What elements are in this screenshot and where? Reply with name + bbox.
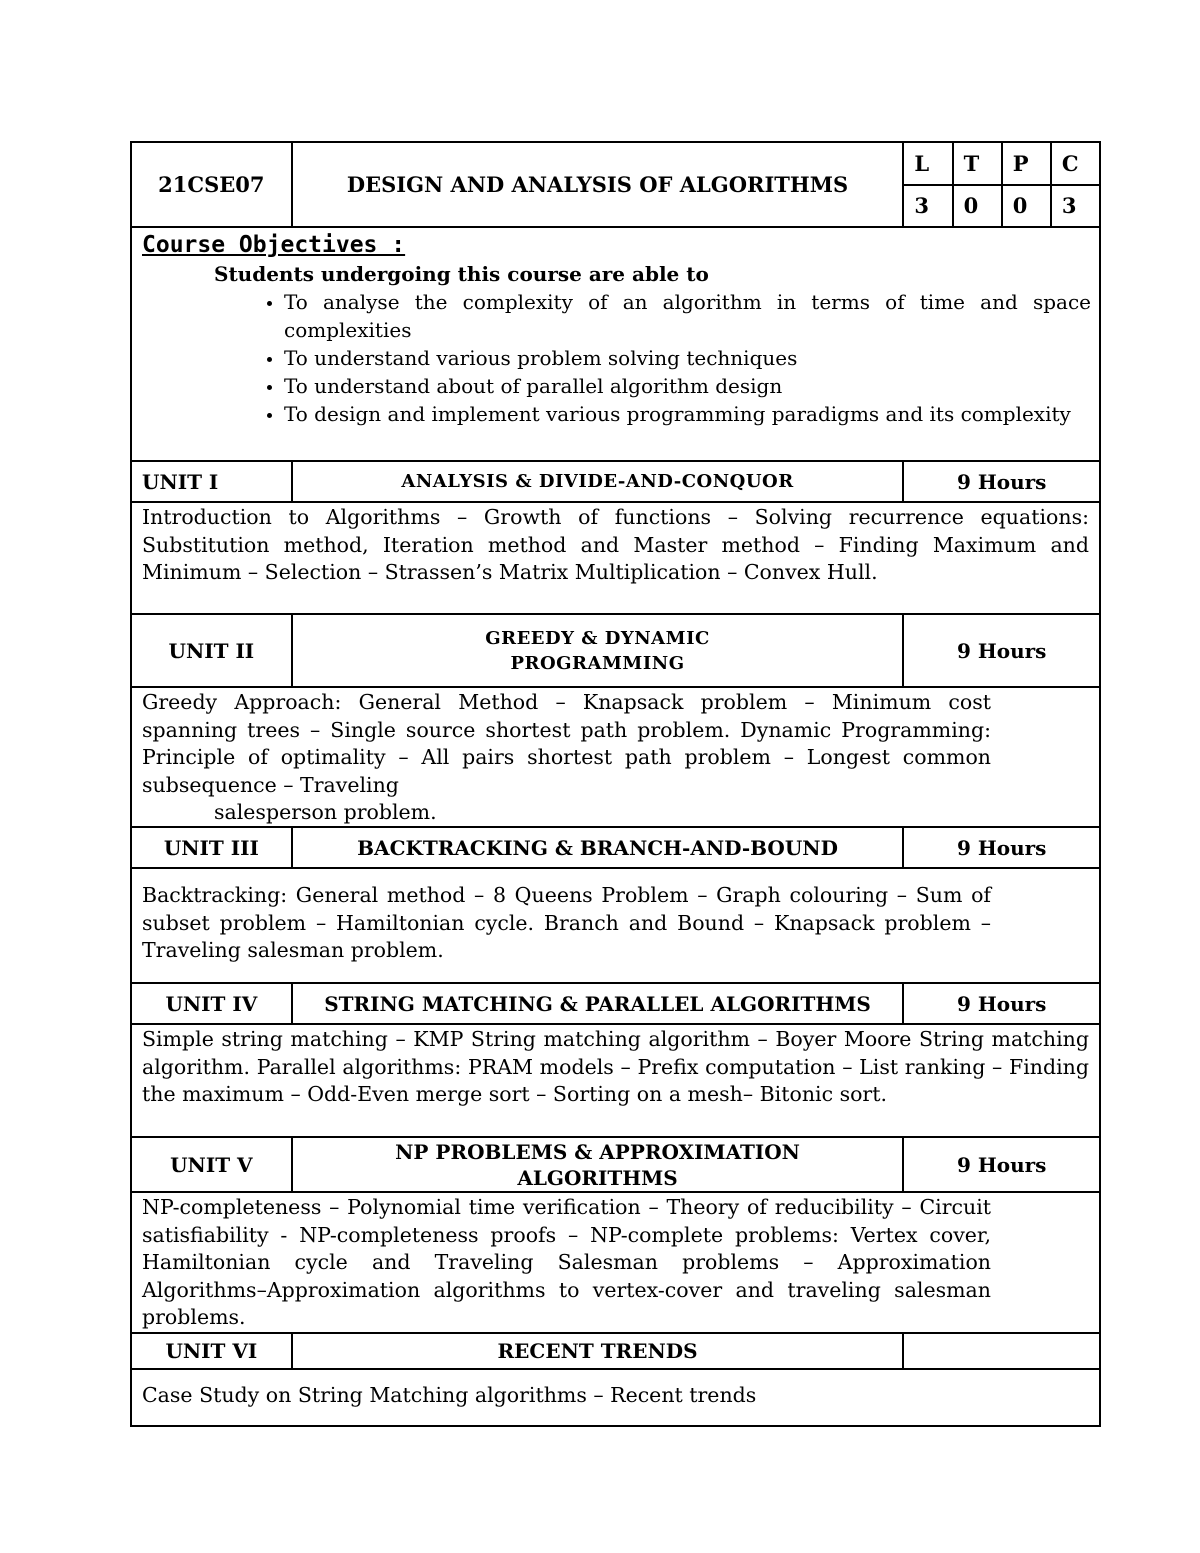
syllabus-table <box>130 141 1101 1427</box>
unit-hours: 9 Hours <box>956 991 1047 1016</box>
unit-1-header <box>132 462 1099 503</box>
unit-2-header <box>132 615 1099 688</box>
unit-label: UNIT II <box>132 615 293 686</box>
unit-2-content-row <box>132 688 1099 828</box>
unit-content <box>132 688 1099 826</box>
unit-title-line-2: ALGORITHMS <box>517 1165 678 1190</box>
unit-3-content-row <box>132 869 1099 984</box>
unit-3-header <box>132 828 1099 869</box>
unit-title-line-1: NP PROBLEMS & APPROXIMATION <box>395 1139 800 1164</box>
ltpc-value-l: 3 <box>904 186 953 227</box>
ltpc-header-c: C <box>1061 150 1079 176</box>
objective-item: • To understand about of parallel algorithm design <box>284 372 1091 400</box>
ltpc-value-t: 0 <box>954 186 1003 227</box>
unit-title-line-1: GREEDY & DYNAMIC <box>485 627 710 649</box>
objective-item: • To analyse the complexity of an algorithm in terms of time and space complexities <box>284 288 1091 344</box>
unit-content: Case Study on String Matching algorithms – Recent trends <box>142 1383 757 1407</box>
unit-4-header <box>132 984 1099 1025</box>
objectives-row <box>132 228 1099 462</box>
unit-label: UNIT I <box>132 462 293 501</box>
unit-hours: 9 Hours <box>956 835 1047 860</box>
unit-4-content-row <box>132 1025 1099 1138</box>
unit-content: NP-completeness – Polynomial time verification – Theory of reducibility – Circuit satisfiability - NP-completeness proofs – NP-complete problems: Vertex cover, Hamiltonian cycle and Traveling Salesman problems – Approximation Algorithms–Approximation algorithms to vertex-cover and traveling salesman problems. <box>142 1195 991 1329</box>
unit-hours <box>904 1334 1099 1368</box>
ltpc-value-p: 0 <box>1003 186 1052 227</box>
unit-label: UNIT IV <box>132 984 293 1023</box>
unit-content: Backtracking: General method – 8 Queens Problem – Graph colouring – Sum of subset problem – Hamiltonian cycle. Branch and Bound – Knapsack problem – Traveling salesman problem. <box>142 883 991 962</box>
ltpc-value-c: 3 <box>1061 193 1077 219</box>
unit-content-text: Greedy Approach: General Method – Knapsack problem – Minimum cost spanning trees – Single source shortest path problem. Dynamic Programming: Principle of optimality – All pairs shortest path problem – Longest common subsequence – Traveling <box>142 690 991 797</box>
course-header-row <box>132 143 1099 228</box>
course-code: 21CSE07 <box>132 143 293 226</box>
unit-title-line-2: PROGRAMMING <box>510 652 685 674</box>
ltpc-grid <box>904 143 1099 226</box>
unit-6-content-row <box>132 1370 1099 1425</box>
unit-content: Simple string matching – KMP String matching algorithm – Boyer Moore String matching algorithm. Parallel algorithms: PRAM models – Prefix computation – List ranking – Finding the maximum – Odd-Even merge sort – Sorting on a mesh– Bitonic sort. <box>142 1027 1089 1106</box>
unit-label: UNIT III <box>132 828 293 867</box>
unit-title: BACKTRACKING & BRANCH-AND-BOUND <box>293 828 905 867</box>
unit-content-tail: salesperson problem. <box>214 800 437 824</box>
unit-hours: 9 Hours <box>956 469 1047 494</box>
objectives-heading: Course Objectives : <box>142 232 406 258</box>
ltpc-header-row <box>904 143 1099 186</box>
unit-content: Introduction to Algorithms – Growth of functions – Solving recurrence equations: Substitution method, Iteration method and Master method – Finding Maximum and Minimum – Selection – Strassen’s Matrix Multiplication – Convex Hull. <box>142 505 1089 584</box>
unit-title: RECENT TRENDS <box>293 1334 905 1368</box>
ltpc-value-row <box>904 186 1099 227</box>
unit-title <box>293 615 905 686</box>
unit-hours: 9 Hours <box>956 638 1047 663</box>
ltpc-header-t: T <box>954 143 1003 184</box>
unit-5-content-row <box>132 1193 1099 1334</box>
objective-item: • To design and implement various programming paradigms and its complexity <box>284 400 1091 428</box>
ltpc-header-p: P <box>1003 143 1052 184</box>
unit-6-header <box>132 1334 1099 1370</box>
objectives-intro: Students undergoing this course are able to <box>214 262 709 286</box>
objectives-section <box>132 228 1099 460</box>
unit-label: UNIT VI <box>132 1334 293 1368</box>
unit-1-content-row <box>132 503 1099 615</box>
objective-item: • To understand various problem solving techniques <box>284 344 1091 372</box>
course-title: DESIGN AND ANALYSIS OF ALGORITHMS <box>293 143 905 226</box>
unit-title <box>293 1138 905 1191</box>
unit-label: UNIT V <box>132 1138 293 1191</box>
unit-5-header <box>132 1138 1099 1193</box>
unit-hours: 9 Hours <box>956 1152 1047 1177</box>
objectives-list <box>142 288 1091 428</box>
unit-title: ANALYSIS & DIVIDE-AND-CONQUOR <box>293 462 905 501</box>
unit-title: STRING MATCHING & PARALLEL ALGORITHMS <box>293 984 905 1023</box>
ltpc-header-l: L <box>904 143 953 184</box>
